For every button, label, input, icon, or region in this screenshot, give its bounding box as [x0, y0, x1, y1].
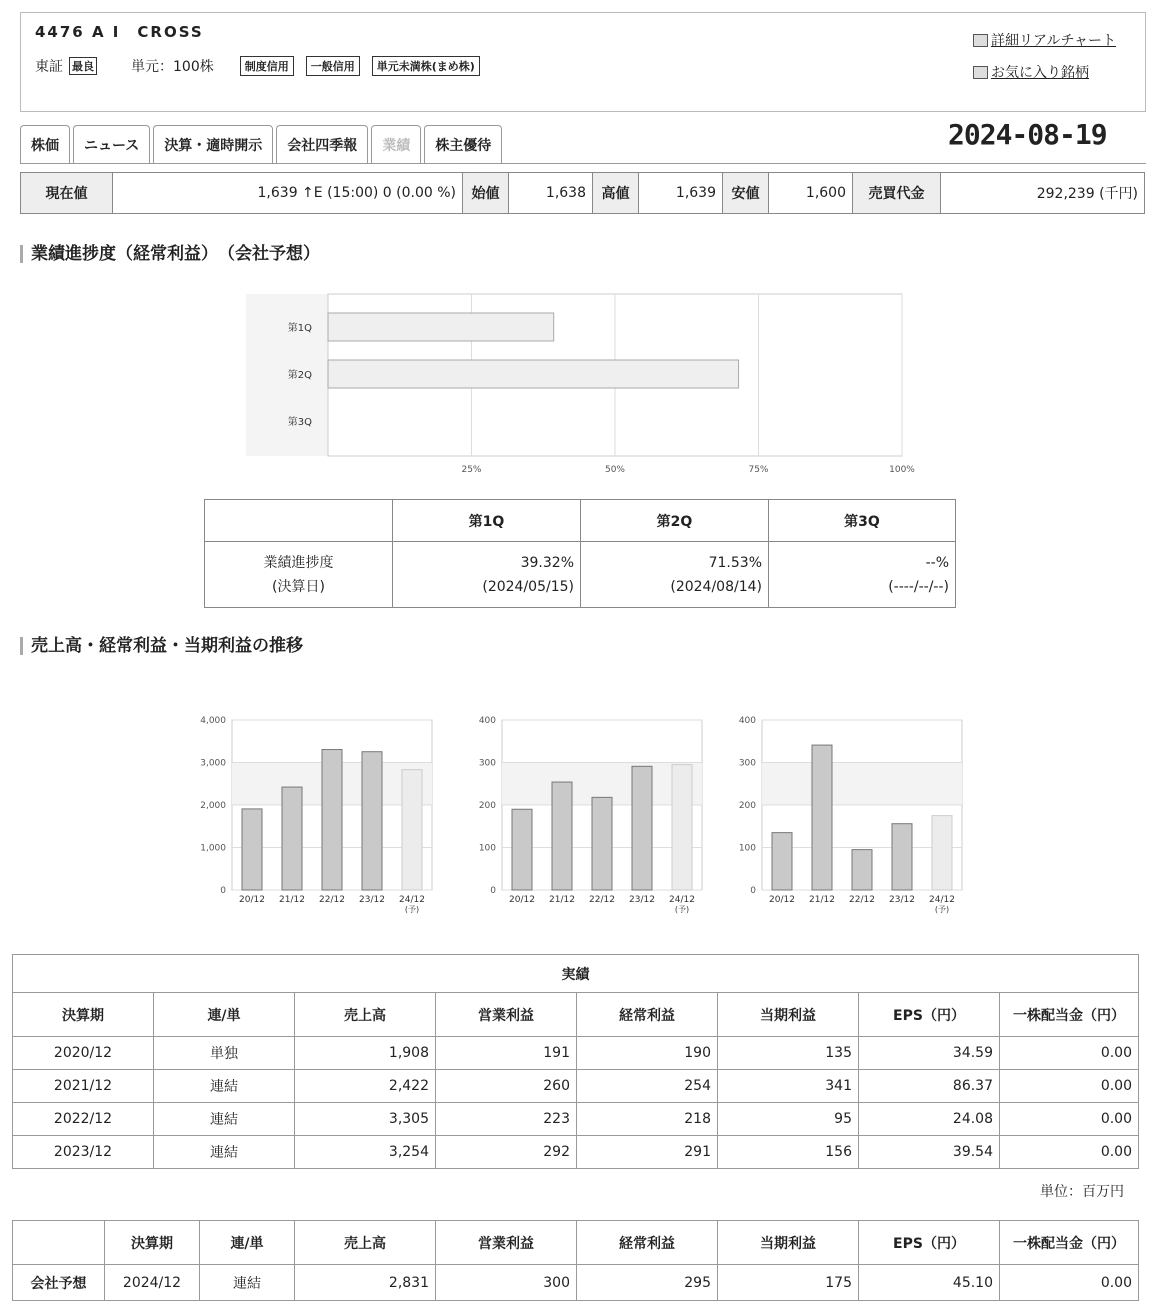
results-head-net: 当期利益	[718, 993, 859, 1037]
current-price-value: 1,639 ↑E (15:00) 0 (0.00 %)	[113, 173, 463, 214]
chart-forecast-note: (予)	[934, 905, 950, 914]
low-label: 安値	[723, 173, 769, 214]
progress-bar	[328, 360, 739, 388]
net-profit-chart	[710, 712, 980, 932]
chart-bar	[552, 782, 572, 890]
realtime-chart-link[interactable]: 詳細リアルチャート	[991, 33, 1117, 49]
chart-ytick: 100	[478, 843, 496, 854]
results-cell: 2023/12	[13, 1136, 154, 1169]
results-cell: 1,908	[295, 1037, 436, 1070]
results-cell: 292	[436, 1136, 577, 1169]
results-head-period: 決算期	[13, 993, 154, 1037]
results-cell: 連結	[154, 1070, 295, 1103]
q1-pct: 39.32%	[520, 554, 574, 571]
chart-ytick: 1,000	[200, 843, 226, 854]
results-cell: 34.59	[859, 1037, 1000, 1070]
progress-col-q2: 第2Q	[581, 500, 769, 542]
progress-xtick: 100%	[889, 465, 915, 475]
progress-xtick: 75%	[748, 465, 769, 475]
q3-date: (----/--/--)	[888, 578, 949, 595]
chart-ytick: 400	[478, 716, 496, 726]
sales-chart	[180, 712, 450, 932]
tag-ippan: 一般信用	[306, 56, 360, 76]
results-cell: 0.00	[1000, 1037, 1139, 1070]
section-progress-title: 業績進捗度（経常利益） （会社予想）	[20, 245, 320, 263]
chart-ytick: 300	[738, 758, 756, 769]
quote-table	[20, 172, 1145, 214]
results-head-ord: 経常利益	[577, 993, 718, 1037]
chart-ytick: 3,000	[200, 758, 226, 769]
chart-xtick: 23/12	[889, 895, 915, 905]
unit-label: 単元：100株	[131, 59, 214, 75]
tab-benefits[interactable]: 株主優待	[424, 125, 502, 163]
chart-ytick: 100	[738, 843, 756, 854]
forecast-cell: 会社予想	[13, 1265, 105, 1301]
tab-shikiho[interactable]: 会社四季報	[276, 125, 368, 163]
tab-news[interactable]: ニュース	[73, 125, 150, 163]
results-cell: 24.08	[859, 1103, 1000, 1136]
forecast-header	[13, 1221, 105, 1265]
results-head-op: 営業利益	[436, 993, 577, 1037]
stock-header	[20, 12, 1146, 112]
results-cell: 86.37	[859, 1070, 1000, 1103]
results-cell: 191	[436, 1037, 577, 1070]
results-cell: 2020/12	[13, 1037, 154, 1070]
forecast-cell: 0.00	[1000, 1265, 1139, 1301]
chart-xtick: 20/12	[509, 895, 535, 905]
chart-bar	[242, 809, 262, 890]
low-value: 1,600	[769, 173, 853, 214]
chart-xtick: 21/12	[809, 895, 835, 905]
tab-disclosure[interactable]: 決算・適時開示	[153, 125, 273, 163]
chart-bar	[592, 797, 612, 890]
progress-chart	[240, 290, 930, 480]
chart-ytick: 200	[478, 801, 496, 811]
results-cell: 254	[577, 1070, 718, 1103]
chart-ytick: 300	[478, 758, 496, 769]
chart-bar	[282, 787, 302, 890]
forecast-cell: 175	[718, 1265, 859, 1301]
forecast-header: 営業利益	[436, 1221, 577, 1265]
favorite-icon	[973, 66, 988, 79]
chart-bar	[322, 750, 342, 890]
table-row	[13, 1070, 1139, 1103]
progress-table	[204, 499, 956, 608]
chart-bar	[362, 752, 382, 890]
open-value: 1,638	[509, 173, 593, 214]
chart-forecast-note: (予)	[404, 905, 420, 914]
chart-band	[762, 763, 962, 806]
results-head-eps: EPS（円）	[859, 993, 1000, 1037]
forecast-cell: 45.10	[859, 1265, 1000, 1301]
chart-icon	[973, 34, 988, 47]
tag-seido: 制度信用	[240, 56, 294, 76]
chart-xtick: 20/12	[239, 895, 265, 905]
q2-pct: 71.53%	[708, 554, 762, 571]
progress-col-q3: 第3Q	[769, 500, 956, 542]
progress-label-main: 業績進捗度	[263, 554, 334, 571]
forecast-header: 売上高	[295, 1221, 436, 1265]
chart-xtick: 24/12	[399, 895, 425, 905]
results-cell: 連結	[154, 1103, 295, 1136]
forecast-cell: 2024/12	[105, 1265, 200, 1301]
results-cell: 0.00	[1000, 1070, 1139, 1103]
progress-bar	[328, 313, 554, 341]
results-table	[12, 954, 1139, 1169]
results-cell: 223	[436, 1103, 577, 1136]
forecast-cell: 2,831	[295, 1265, 436, 1301]
realtime-chart-link-wrap[interactable]	[973, 30, 1116, 50]
forecast-header: 当期利益	[718, 1221, 859, 1265]
chart-xtick: 21/12	[279, 895, 305, 905]
progress-xtick: 50%	[604, 465, 626, 475]
results-cell: 39.54	[859, 1136, 1000, 1169]
chart-xtick: 22/12	[589, 895, 615, 905]
forecast-header: EPS（円）	[859, 1221, 1000, 1265]
table-row	[13, 1136, 1139, 1169]
q1-date: (2024/05/15)	[482, 578, 574, 595]
results-cell: 0.00	[1000, 1103, 1139, 1136]
chart-xtick: 21/12	[549, 895, 575, 905]
chart-ytick: 400	[738, 716, 756, 726]
chart-bar	[892, 824, 912, 890]
results-cell: 3,254	[295, 1136, 436, 1169]
chart-bar	[632, 766, 652, 890]
chart-xtick: 22/12	[319, 895, 345, 905]
progress-col-q1: 第1Q	[393, 500, 581, 542]
chart-bar-forecast	[402, 770, 422, 890]
progress-q3-cell	[769, 542, 956, 608]
chart-xtick: 24/12	[669, 895, 695, 905]
results-cell: 260	[436, 1070, 577, 1103]
chart-bar	[772, 833, 792, 890]
chart-xtick: 24/12	[929, 895, 955, 905]
results-cell: 単独	[154, 1037, 295, 1070]
results-cell: 2022/12	[13, 1103, 154, 1136]
progress-xtick: 25%	[461, 465, 482, 475]
results-cell: 連結	[154, 1136, 295, 1169]
results-cell: 2021/12	[13, 1070, 154, 1103]
market-badge: 最良	[69, 57, 97, 75]
current-price-label: 現在値	[21, 173, 113, 214]
progress-q2-cell	[581, 542, 769, 608]
chart-bar-forecast	[932, 816, 952, 890]
chart-bar-forecast	[672, 765, 692, 890]
results-cell: 156	[718, 1136, 859, 1169]
results-title: 実績	[13, 955, 1139, 993]
favorite-link[interactable]: お気に入り銘柄	[991, 65, 1089, 81]
tab-stock-price[interactable]: 株価	[20, 125, 70, 163]
results-head-div: 一株配当金（円）	[1000, 993, 1139, 1037]
turnover-label: 売買代金	[853, 173, 941, 214]
forecast-header: 経常利益	[577, 1221, 718, 1265]
progress-row-label	[205, 542, 393, 608]
results-cell: 218	[577, 1103, 718, 1136]
page-date: 2024-08-19	[948, 118, 1107, 151]
forecast-cell: 295	[577, 1265, 718, 1301]
chart-ytick: 0	[220, 886, 226, 896]
chart-ytick: 0	[750, 886, 756, 896]
chart-xtick: 23/12	[359, 895, 385, 905]
forecast-cell: 300	[436, 1265, 577, 1301]
forecast-header: 決算期	[105, 1221, 200, 1265]
high-label: 高値	[593, 173, 639, 214]
favorite-link-wrap[interactable]	[973, 62, 1089, 82]
results-head-type: 連/単	[154, 993, 295, 1037]
chart-bar	[852, 850, 872, 890]
progress-q1-cell	[393, 542, 581, 608]
chart-ytick: 2,000	[200, 801, 226, 811]
chart-ytick: 4,000	[200, 716, 226, 726]
progress-category: 第1Q	[287, 323, 312, 334]
open-label: 始値	[463, 173, 509, 214]
high-value: 1,639	[639, 173, 723, 214]
stock-code-name: 4476 A I CROSS	[35, 23, 204, 41]
results-cell: 3,305	[295, 1103, 436, 1136]
results-cell: 2,422	[295, 1070, 436, 1103]
chart-ytick: 0	[490, 886, 496, 896]
results-cell: 135	[718, 1037, 859, 1070]
chart-bar	[812, 745, 832, 890]
results-cell: 341	[718, 1070, 859, 1103]
chart-xtick: 20/12	[769, 895, 795, 905]
forecast-header: 連/単	[200, 1221, 295, 1265]
progress-category: 第2Q	[287, 370, 312, 381]
unit-note: 単位：百万円	[1040, 1184, 1124, 1200]
tag-mame: 単元未満株(まめ株)	[372, 56, 480, 76]
results-head-sales: 売上高	[295, 993, 436, 1037]
progress-category: 第3Q	[287, 417, 312, 428]
progress-table-corner	[205, 500, 393, 542]
progress-label-sub: (決算日)	[272, 578, 325, 595]
table-row	[13, 1037, 1139, 1070]
chart-xtick: 23/12	[629, 895, 655, 905]
chart-forecast-note: (予)	[674, 905, 690, 914]
results-cell: 190	[577, 1037, 718, 1070]
chart-bar	[512, 809, 532, 890]
q3-pct: --%	[925, 554, 949, 571]
results-cell: 0.00	[1000, 1136, 1139, 1169]
results-cell: 291	[577, 1136, 718, 1169]
chart-ytick: 200	[738, 801, 756, 811]
market-label: 東証	[35, 59, 63, 75]
q2-date: (2024/08/14)	[670, 578, 762, 595]
table-row	[13, 1103, 1139, 1136]
forecast-table	[12, 1220, 1139, 1301]
forecast-header: 一株配当金（円）	[1000, 1221, 1139, 1265]
ordinary-profit-chart	[450, 712, 720, 932]
section-trend-title: 売上高・経常利益・当期利益の推移	[20, 637, 303, 655]
forecast-cell: 連結	[200, 1265, 295, 1301]
turnover-value: 292,239 (千円)	[941, 173, 1145, 214]
stock-info-line	[35, 56, 480, 76]
results-cell: 95	[718, 1103, 859, 1136]
tab-earnings[interactable]: 業績	[371, 125, 421, 163]
chart-xtick: 22/12	[849, 895, 875, 905]
